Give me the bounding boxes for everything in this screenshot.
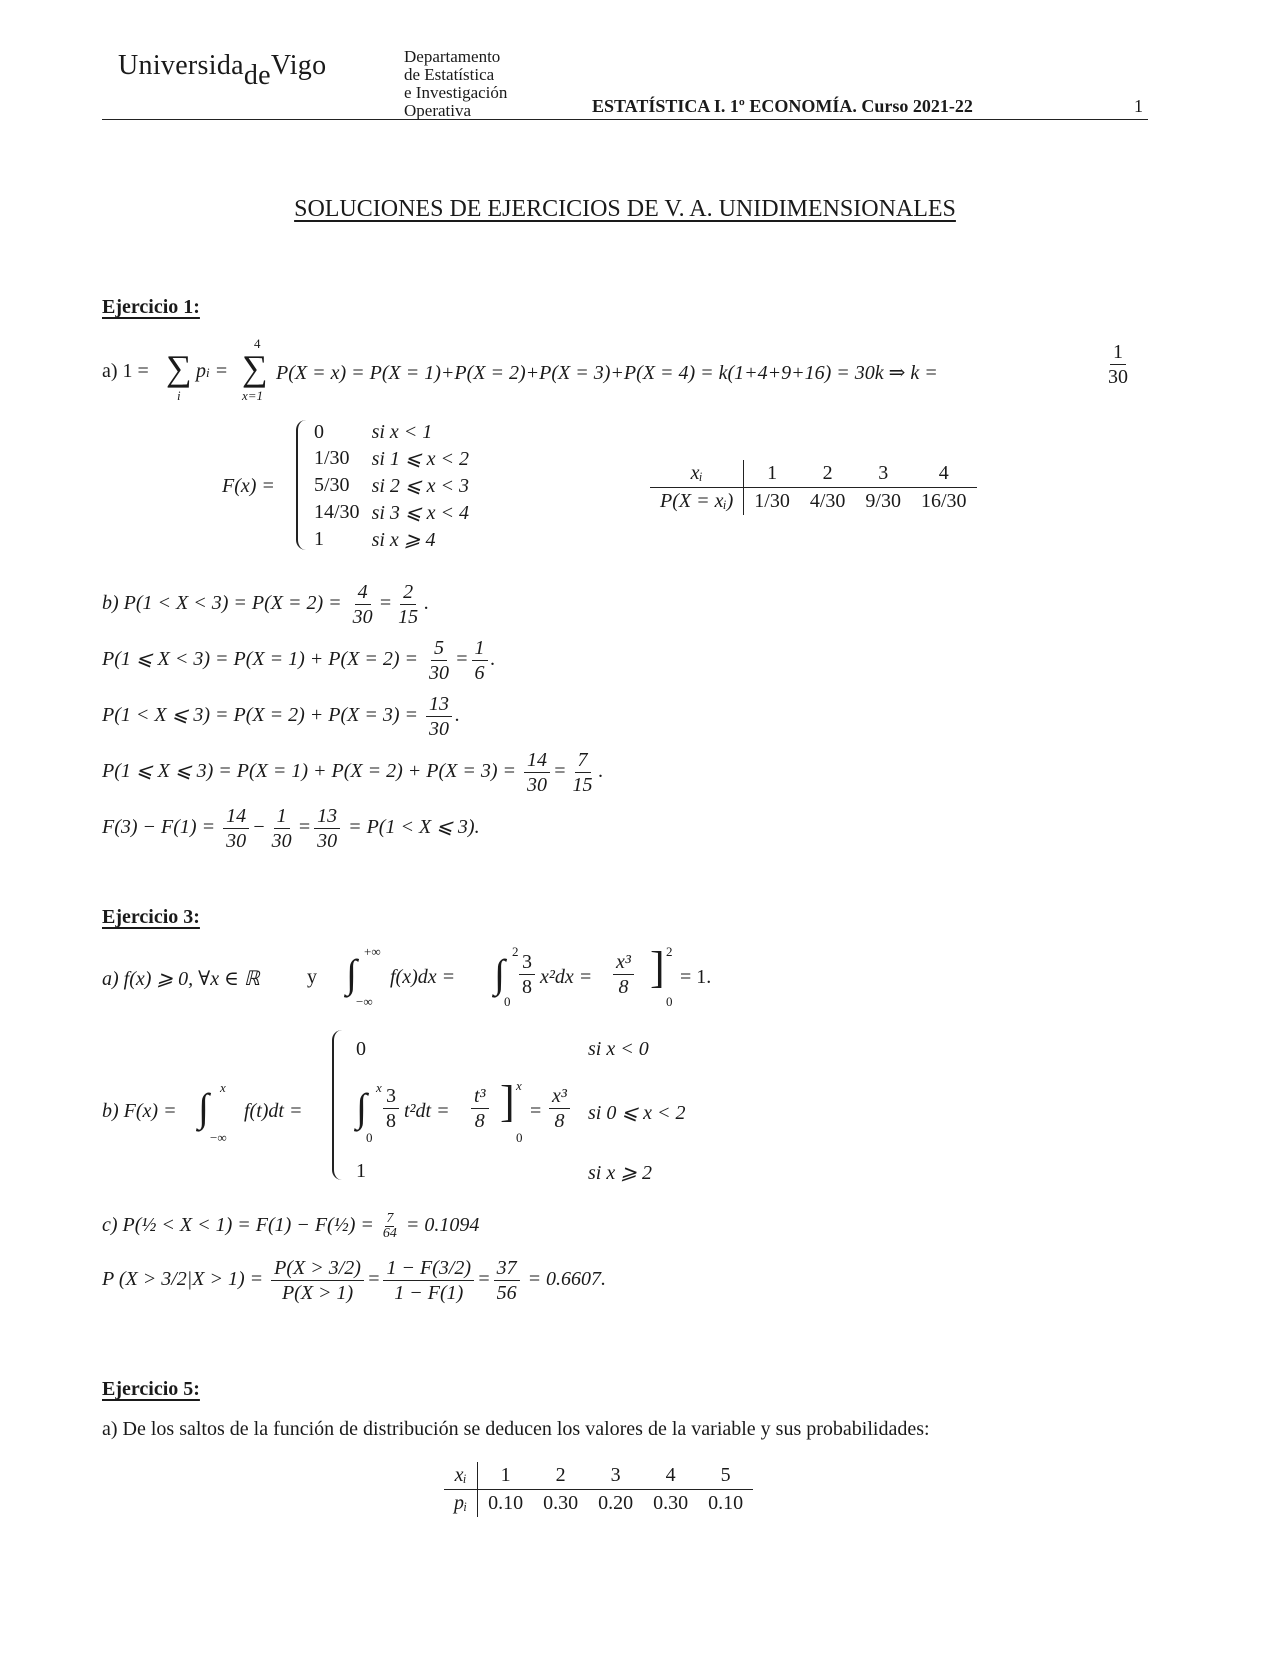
integral-sign: ∫ [198, 1085, 209, 1130]
ex3-c-line2: P (X > 3/2|X > 1) = $\frac{P(X > 3/2)}{P(X > 1)}$ = $\frac{1 - F(3/2)}{1 - F(1)}$ = $\frac{37}{56}$ = 0.6607. [102, 1257, 607, 1304]
integral-sign: ∫ [494, 951, 505, 996]
ex1-probability-table [650, 460, 977, 515]
course-title: ESTATÍSTICA I. 1º ECONOMÍA. Curso 2021-22 [592, 96, 973, 116]
page-title: SOLUCIONES DE EJERCICIOS DE V. A. UNIDIMENSIONALES [294, 196, 956, 222]
case-row: 1 si x ⩾ 4 [314, 528, 436, 551]
ex1-b-line1: b) P(1 < X < 3) = P(X = 2) = $\frac{4}{30}$ = $\frac{2}{15}$ . [102, 581, 430, 628]
ex1-a-pi: pi = [196, 360, 229, 382]
sum-top: 4 [254, 336, 261, 351]
exercise-3-heading: Ejercicio 3: [102, 906, 200, 928]
page-number: 1 [1134, 96, 1143, 116]
case-row: 0 si x < 1 [314, 421, 433, 443]
exercise-5-heading: Ejercicio 5: [102, 1378, 200, 1400]
ex1-F-cases [308, 420, 475, 553]
table-row: pᵢ 0.10 0.30 0.20 0.30 0.10 [444, 1490, 753, 1518]
ex1-b-line5: F(3) − F(1) = $\frac{14}{30}$ − $\frac{1}{30}$ = $\frac{13}{30}$ = P(1 < X ⩽ 3). [102, 805, 480, 852]
sum-sign: ∑ [242, 348, 268, 388]
case-row: 5/30 si 2 ⩽ x < 3 [314, 474, 470, 497]
dept-line: e Investigación [404, 83, 508, 102]
table-header: pᵢ [444, 1490, 478, 1518]
header-rule [102, 119, 1148, 120]
dept-line: Operativa [404, 101, 472, 120]
ex3-c-line1: c) P(½ < X < 1) = F(1) − F(½) = $\frac{7}{64}$ = 0.1094 [102, 1211, 480, 1241]
ex1-b-line4: P(1 ⩽ X ⩽ 3) = P(X = 1) + P(X = 2) + P(X = 3) = $\frac{14}{30}$ = $\frac{7}{15}$ . [102, 749, 604, 796]
department-name [404, 48, 507, 120]
table-header: xᵢ [444, 1462, 478, 1490]
evaluation-bracket: ] [500, 1077, 515, 1126]
university-logo: UniversidadeVigo [118, 50, 327, 91]
evaluation-bracket: ] [650, 943, 665, 992]
table-header: P(X = xᵢ) [650, 488, 744, 516]
ex5-probability-table [444, 1462, 753, 1517]
table-row: xᵢ 1 2 3 4 [650, 460, 977, 488]
ex1-a-prefix: a) 1 = [102, 360, 149, 382]
ex1-b-line3: P(1 < X ⩽ 3) = P(X = 2) + P(X = 3) = $\frac{13}{30}$ . [102, 693, 460, 740]
ex1-F-label: F(x) = [222, 475, 275, 497]
dept-line: de Estatística [404, 65, 495, 84]
ex3-part-b: b) F(x) = ∫ x −∞ f(t)dt = 0 si x < 0 ∫ x 0 $\frac{3}{8}$ t²dt = $\frac{\text{t³}}{8}$ ] x 0 = $\frac{\text{x³}}{8}$ si 0 ⩽ x < 2 1 si x ⩾ 2 [102, 1030, 802, 1200]
table-header: xᵢ [650, 460, 744, 488]
sum-bottom: x=1 [242, 388, 264, 403]
piecewise-brace [332, 1030, 344, 1180]
piecewise-brace [296, 420, 308, 550]
sum-index: i [177, 388, 181, 403]
table-row: xᵢ 1 2 3 4 5 [444, 1462, 753, 1490]
ex1-b-line2: P(1 ⩽ X < 3) = P(X = 1) + P(X = 2) = $\frac{5}{30}$ = $\frac{1}{6}$ . [102, 637, 496, 684]
sum-sign: ∑ [166, 348, 192, 388]
table-row: P(X = xᵢ) 1/30 4/30 9/30 16/30 [650, 488, 977, 516]
dept-line: Departamento [404, 47, 501, 66]
ex5-a-text: a) De los saltos de la función de distribución se deducen los valores de la variable y sus probabilidades: [102, 1418, 930, 1440]
integral-sign: ∫ [356, 1085, 367, 1130]
ex3-part-a: a) f(x) ⩾ 0, ∀x ∈ ℝ y ∫ +∞ −∞ f(x)dx = ∫ 2 0 $\frac{3}{8}$ x²dx = $\frac{\text{x³}}{8}$ ] 2 0 = 1. [102, 943, 712, 1009]
integral-sign: ∫ [346, 951, 357, 996]
ex1-a-k-fraction: $\frac{1}{30}$ [1108, 341, 1128, 388]
case-row: 14/30 si 3 ⩽ x < 4 [314, 501, 470, 524]
exercise-1-heading: Ejercicio 1: [102, 296, 200, 318]
case-row: 1/30 si 1 ⩽ x < 2 [314, 447, 470, 470]
ex1-a-rest: P(X = x) = P(X = 1)+P(X = 2)+P(X = 3)+P(X = 4) = k(1+4+9+16) = 30k ⇒ k = [276, 362, 938, 384]
